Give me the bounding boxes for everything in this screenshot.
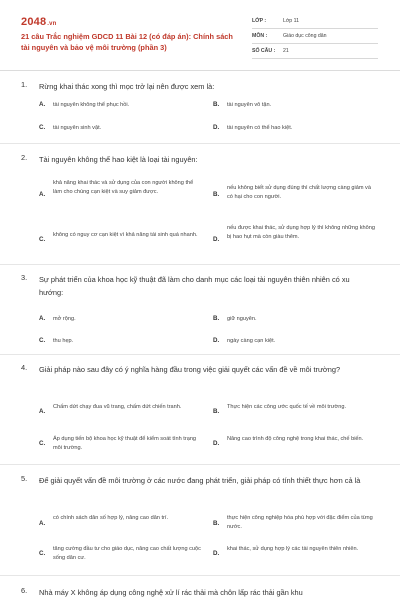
option-label[interactable]: D. [213, 550, 220, 557]
option-label[interactable]: B. [213, 101, 220, 108]
option-text[interactable]: tài nguyên không thể phục hồi. [53, 102, 130, 108]
document-title: 21 câu Trắc nghiệm GDCD 11 Bài 12 (có đáp án): Chính sách tài nguyên và bảo vệ môi trường (phần 3) [21, 32, 233, 52]
option-text[interactable]: khả năng khai thác và sử dụng của con người không thể làm cho chúng cạn kiệt và suy giảm được. [53, 180, 194, 195]
option-text[interactable]: thu hẹp. [53, 338, 74, 344]
option-text[interactable]: mở rộng. [53, 316, 76, 322]
site-logo[interactable] [21, 16, 57, 28]
logo-text: 2048 [21, 16, 47, 28]
question-divider [0, 575, 400, 576]
option-text[interactable]: nếu được khai thác, sử dụng hợp lý thì không những không bị hao hụt mà còn giàu thêm. [227, 225, 375, 240]
option-label[interactable]: A. [39, 101, 46, 108]
option-text[interactable]: ngày càng cạn kiệt. [227, 338, 276, 344]
question-text: Để giải quyết vấn đề môi trường ở các nước đang phát triển, giải pháp có tính thiết thực hơn cả là [39, 476, 361, 485]
option-text[interactable]: Thực hiện các công ước quốc tế về môi trường. [227, 404, 346, 410]
option-label[interactable]: C. [39, 236, 46, 243]
option-label[interactable]: C. [39, 440, 46, 447]
question-number: 1. [21, 80, 28, 89]
question-text: Tài nguyên không thể hao kiệt là loại tài nguyên: [39, 155, 198, 164]
option-text[interactable]: tài nguyên sinh vật. [53, 125, 102, 131]
option-text[interactable]: Nâng cao trình độ công nghệ trong khai thác, chế biến. [227, 436, 364, 442]
question-divider [0, 264, 400, 265]
meta-count-label: SỐ CÂU : [252, 48, 276, 54]
option-label[interactable]: D. [213, 440, 220, 447]
option-label[interactable]: C. [39, 550, 46, 557]
meta-count-value: 21 [283, 48, 289, 54]
option-text[interactable]: nếu không biết sử dụng đúng thì chất lượng càng giảm và có hại cho con người. [227, 185, 371, 200]
question-number: 2. [21, 153, 28, 162]
option-text[interactable]: Áp dụng tiến bộ khoa học kỹ thuật để kiểm soát tình trạng môi trường. [53, 436, 197, 451]
header-divider [0, 70, 400, 71]
option-text[interactable]: không có nguy cơ cạn kiệt vì khả năng tái sinh quá nhanh. [53, 232, 198, 238]
question-number: 3. [21, 273, 28, 282]
meta-subject-label: MÔN : [252, 33, 268, 39]
meta-subject-value[interactable]: Giáo dục công dân [283, 33, 327, 39]
option-label[interactable]: B. [213, 520, 220, 527]
option-label[interactable]: B. [213, 315, 220, 322]
option-label[interactable]: A. [39, 520, 46, 527]
meta-class-value[interactable]: Lớp 11 [283, 18, 299, 24]
option-text[interactable]: tăng cường đầu tư cho giáo dục, nâng cao chất lượng cuộc sống dân cư. [53, 546, 201, 561]
question-text: Nhà máy X không áp dụng công nghệ xử lí rác thải mà chôn lấp rác thải gần khu [39, 588, 303, 597]
question-number: 6. [21, 586, 28, 595]
document-meta [252, 14, 378, 59]
option-text[interactable]: có chính sách dân số hợp lý, nâng cao dân trí. [53, 515, 168, 521]
option-text[interactable]: giữ nguyên. [227, 316, 257, 322]
document-header [0, 0, 400, 70]
question-number: 5. [21, 474, 28, 483]
meta-count-row [252, 44, 378, 59]
option-label[interactable]: D. [213, 124, 220, 131]
meta-class-row [252, 14, 378, 29]
option-label[interactable]: D. [213, 337, 220, 344]
option-label[interactable]: C. [39, 337, 46, 344]
meta-subject-row [252, 29, 378, 44]
option-text[interactable]: khai thác, sử dụng hợp lý các tài nguyên thiên nhiên. [227, 546, 359, 552]
option-label[interactable]: A. [39, 191, 46, 198]
option-text[interactable]: thực hiện công nghiệp hóa phù hợp với đặc điểm của từng nước. [227, 515, 373, 530]
question-divider [0, 354, 400, 355]
option-label[interactable]: D. [213, 236, 220, 243]
question-text: Rừng khai thác xong thì mọc trở lại nên được xem là: [39, 82, 215, 91]
question-text: Sự phát triển của khoa học kỹ thuật đã làm cho danh mục các loại tài nguyên thiên nhiên có xu hướng: [39, 275, 350, 297]
option-label[interactable]: B. [213, 408, 220, 415]
option-label[interactable]: B. [213, 191, 220, 198]
logo-tld: .vn [47, 21, 57, 27]
option-label[interactable]: A. [39, 315, 46, 322]
option-label[interactable]: C. [39, 124, 46, 131]
option-label[interactable]: A. [39, 408, 46, 415]
question-number: 4. [21, 363, 28, 372]
option-text[interactable]: tài nguyên vô tận. [227, 102, 272, 108]
question-divider [0, 464, 400, 465]
question-divider [0, 143, 400, 144]
question-text: Giải pháp nào sau đây có ý nghĩa hàng đầu trong việc giải quyết các vấn đề về môi trường? [39, 365, 341, 374]
option-text[interactable]: Chấm dứt chạy đua vũ trang, chấm dứt chiến tranh. [53, 404, 182, 410]
option-text[interactable]: tài nguyên có thể hao kiệt. [227, 125, 293, 131]
meta-class-label: LỚP : [252, 18, 267, 24]
